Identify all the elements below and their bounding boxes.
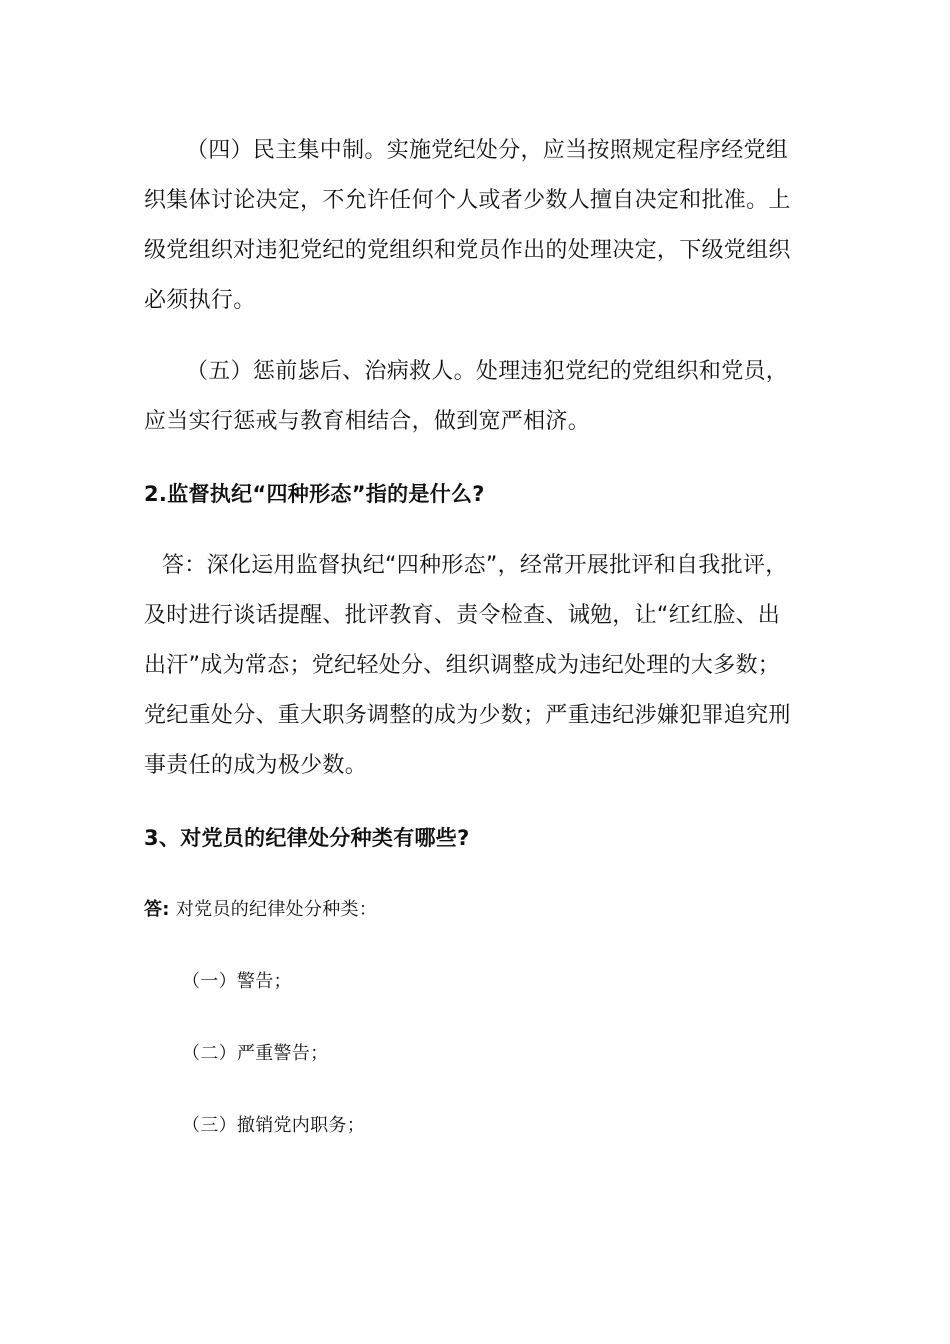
paragraph-line: （四）民主集中制。实施党纪处分，应当按照规定程序经党组 (186, 138, 789, 163)
question-heading: 2.监督执纪“四种形态”指的是什么? (144, 482, 485, 506)
list-item: （三）撤销党内职务； (182, 1115, 365, 1136)
answer-line: 党纪重处分、重大职务调整的成为少数；严重违纪涉嫌犯罪追究刑 (144, 703, 791, 728)
answer-line: 事责任的成为极少数。 (144, 753, 368, 778)
paragraph-line: 应当实行惩戒与教育相结合，做到宽严相济。 (144, 409, 591, 434)
answer-line: 及时进行谈话提醒、批评教育、责令检查、诫勉，让“红红脸、出 (144, 603, 781, 628)
answer-intro (144, 895, 377, 925)
question-heading: 3、对党员的纪律处分种类有哪些? (144, 826, 470, 850)
list-item: （一）警告； (182, 971, 292, 992)
answer-prefix: 答: (144, 899, 170, 920)
paragraph-line: 必须执行。 (144, 288, 256, 313)
answer-line: 出汗”成为常态；党纪轻处分、组织调整成为违纪处理的大多数； (144, 653, 781, 678)
paragraph-line: 织集体讨论决定，不允许任何个人或者少数人擅自决定和批准。上 (144, 188, 791, 213)
paragraph-line: 级党组织对违犯党纪的党组织和党员作出的处理决定，下级党组织 (144, 238, 791, 263)
paragraph-line: （五）惩前毖后、治病救人。处理违犯党纪的党组织和党员， (186, 359, 789, 384)
answer-line: 答：深化运用监督执纪“四种形态”，经常开展批评和自我批评， (162, 553, 788, 578)
answer-text: 对党员的纪律处分种类： (175, 899, 378, 920)
list-item: （二）严重警告； (182, 1043, 329, 1064)
